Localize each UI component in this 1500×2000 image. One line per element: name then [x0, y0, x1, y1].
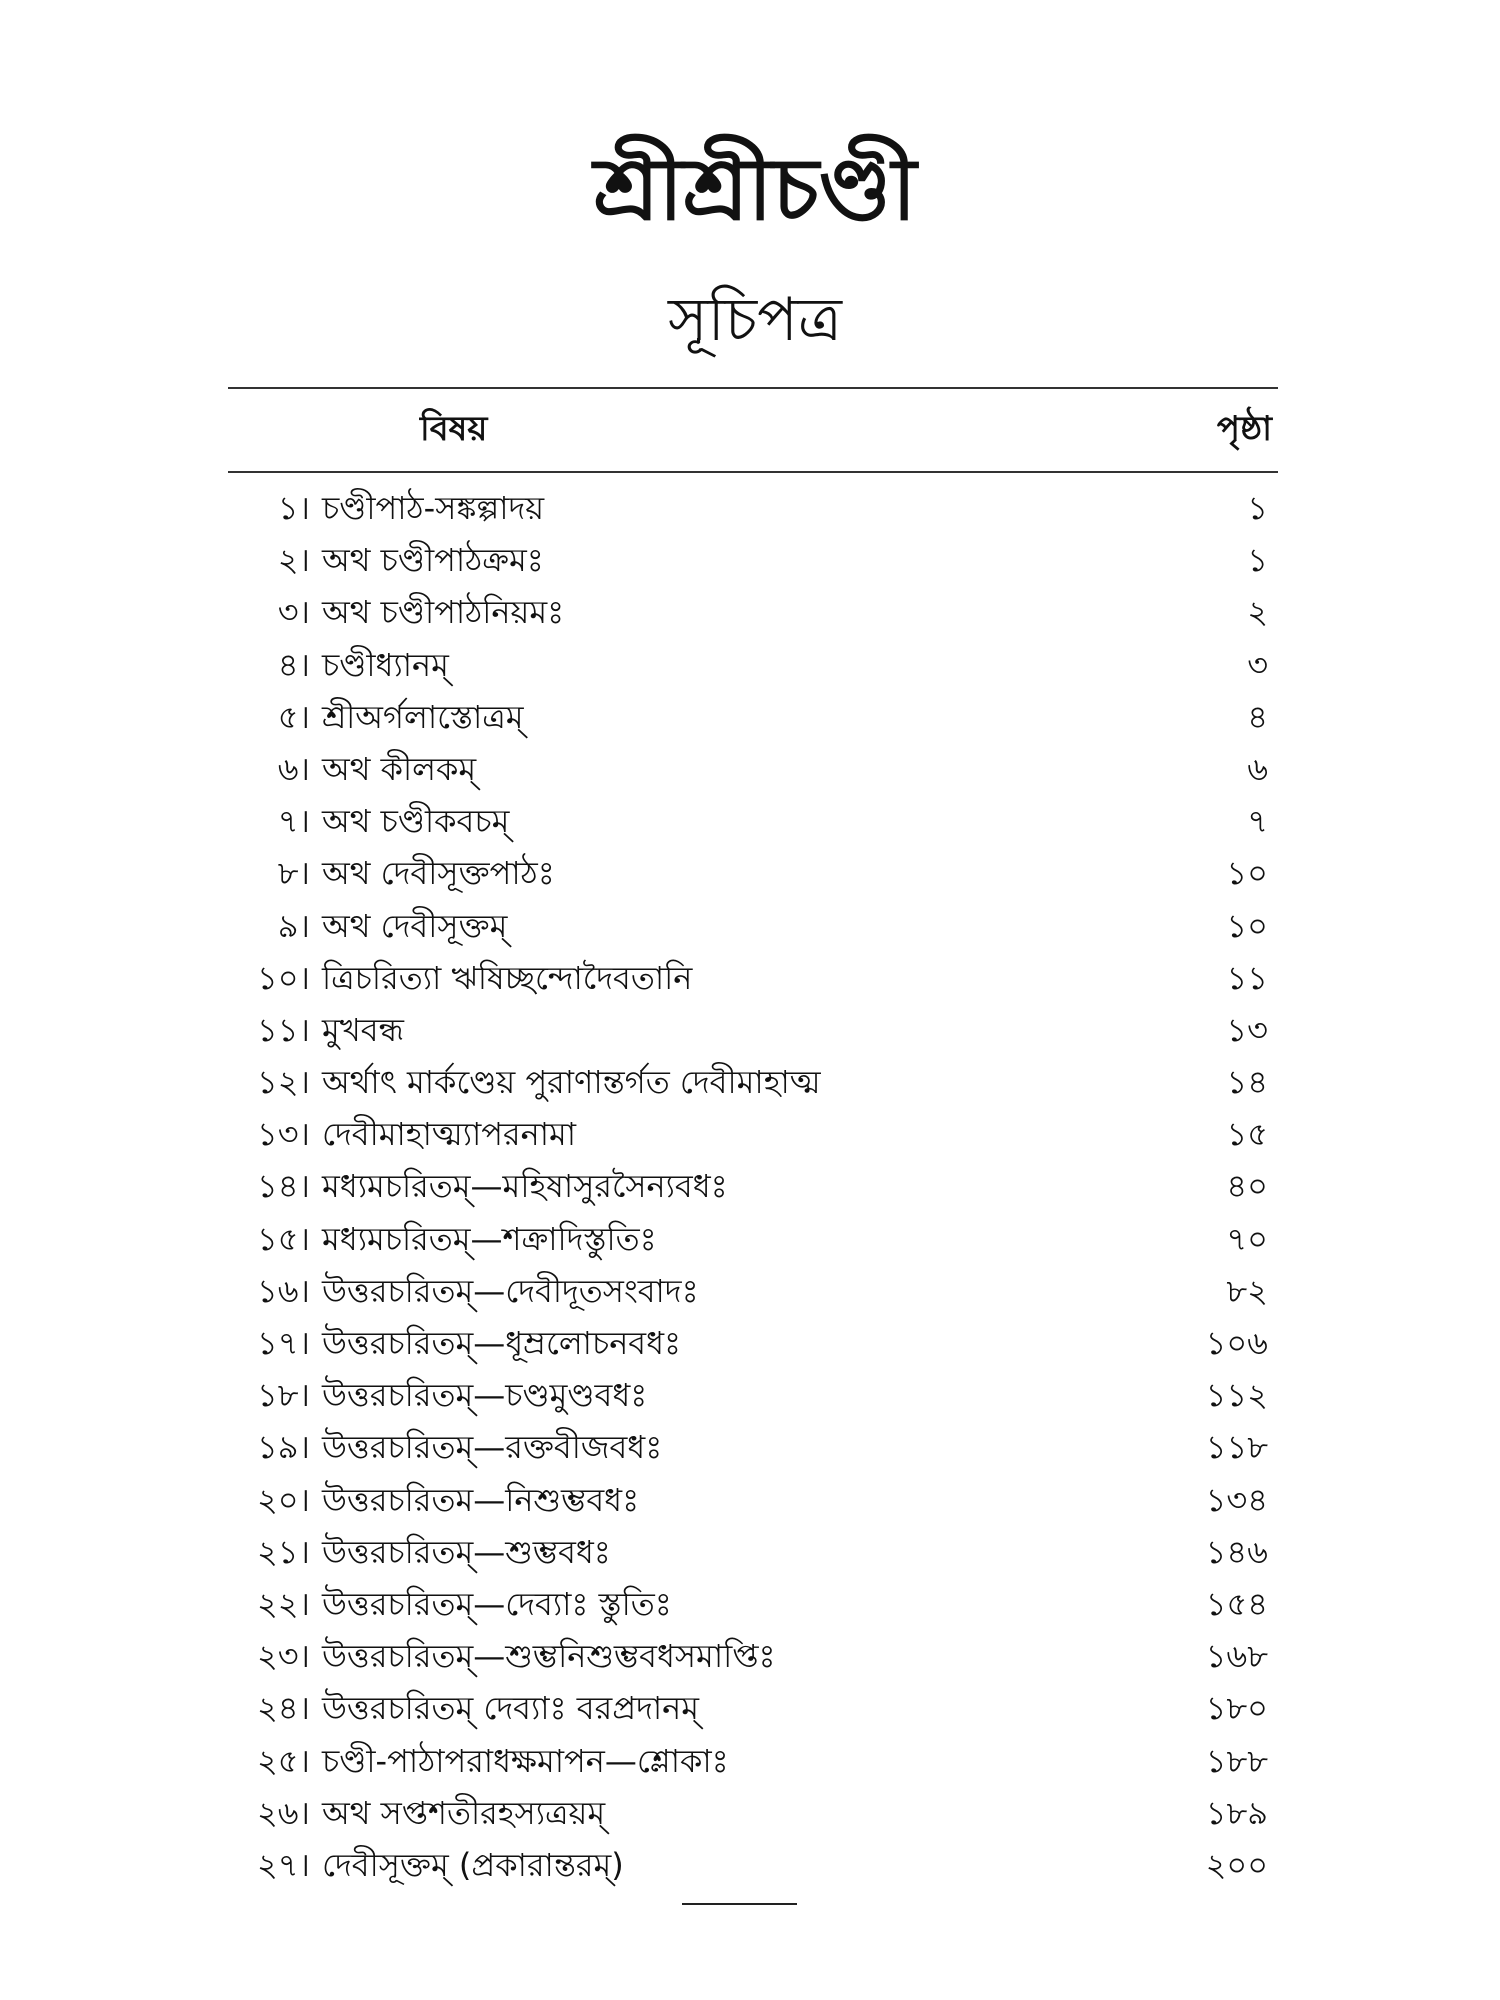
entry-page-number: ৭০ — [1226, 1219, 1268, 1258]
list-item — [0, 1578, 1500, 1630]
entry-number: ১২। — [256, 1063, 310, 1102]
entry-page-number: ১৪৬ — [1205, 1532, 1268, 1571]
list-item — [0, 482, 1500, 534]
contents-list — [0, 482, 1500, 1891]
entry-page-number: ১৩ — [1226, 1010, 1268, 1049]
entry-number: ১৬। — [256, 1271, 310, 1310]
list-item — [0, 1004, 1500, 1056]
entry-number: ১৭। — [256, 1324, 310, 1362]
entry-title: দেবীসূক্তম্ (প্রকারান্তরম্) — [322, 1845, 624, 1884]
header-divider — [228, 471, 1278, 473]
entry-page-number: ১৮৮ — [1205, 1741, 1268, 1780]
end-rule — [682, 1903, 797, 1905]
entry-title: মধ্যমচরিতম্—মহিষাসুরসৈন্যবধঃ — [322, 1167, 728, 1206]
list-item — [0, 1317, 1500, 1369]
entry-page-number: ৮২ — [1226, 1271, 1268, 1310]
entry-page-number: ১০ — [1226, 906, 1268, 945]
entry-page-number: ১৩৪ — [1205, 1480, 1268, 1519]
entry-title: উত্তরচরিতম্—দেবীদূতসংবাদঃ — [322, 1271, 699, 1310]
list-item — [0, 1526, 1500, 1578]
list-item — [0, 639, 1500, 691]
list-item — [0, 1108, 1500, 1160]
entry-page-number: ১০৬ — [1205, 1324, 1268, 1362]
top-divider — [228, 387, 1278, 389]
entry-number: ৫। — [277, 697, 310, 736]
entry-page-number: ১৮০ — [1205, 1689, 1268, 1728]
entry-title: অথ চণ্ডীপাঠনিয়মঃ — [322, 593, 565, 632]
entry-page-number: ১১৮ — [1205, 1428, 1268, 1467]
list-item — [0, 1056, 1500, 1108]
list-item — [0, 586, 1500, 638]
list-item — [0, 1369, 1500, 1421]
entry-title: চণ্ডী-পাঠাপরাধক্ষমাপন—শ্লোকাঃ — [322, 1741, 729, 1780]
list-item — [0, 1787, 1500, 1839]
entry-title: অথ সপ্তশতীরহস্যত্রয়ম্ — [322, 1793, 606, 1832]
entry-number: ২৫। — [256, 1741, 310, 1780]
entry-page-number: ১১২ — [1205, 1376, 1268, 1415]
entry-page-number: ১৬৮ — [1205, 1637, 1268, 1676]
entry-title: মধ্যমচরিতম্—শক্রাদিস্তুতিঃ — [322, 1219, 657, 1258]
entry-title: ত্রিচরিত্যা ঋষিচ্ছন্দোদৈবতানি — [322, 958, 693, 997]
list-item — [0, 952, 1500, 1004]
list-item — [0, 1160, 1500, 1212]
entry-title: উত্তরচরিতম্—ধূম্রলোচনবধঃ — [322, 1324, 682, 1362]
entry-title: উত্তরচরিতম্ দেব্যাঃ বরপ্রদানম্ — [322, 1689, 700, 1728]
list-item — [0, 1421, 1500, 1473]
list-item — [0, 1682, 1500, 1734]
entry-page-number: ১ — [1247, 541, 1268, 580]
entry-title: অর্থাৎ মার্কণ্ডেয় পুরাণান্তর্গত দেবীমাহাত্ম — [322, 1063, 821, 1102]
list-item — [0, 743, 1500, 795]
entry-page-number: ১৮৯ — [1205, 1793, 1268, 1832]
entry-number: ১৯। — [257, 1428, 310, 1467]
entry-page-number: ৬ — [1247, 749, 1268, 788]
entry-number: ২। — [277, 541, 310, 580]
entry-title: অথ চণ্ডীকবচম্ — [322, 802, 510, 841]
book-title: শ্রীশ্রীচণ্ডী — [593, 140, 917, 240]
entry-page-number: ২ — [1247, 593, 1268, 632]
entry-page-number: ১৪ — [1226, 1063, 1268, 1102]
entry-number: ২২। — [256, 1584, 310, 1623]
entry-title: শ্রীঅর্গলাস্তোত্রম্ — [322, 697, 524, 736]
list-item — [0, 534, 1500, 586]
column-header-page: পৃষ্ঠা — [1216, 409, 1272, 449]
entry-number: ১৫। — [257, 1219, 310, 1258]
list-item — [0, 847, 1500, 899]
list-item — [0, 1265, 1500, 1317]
entry-number: ১১। — [257, 1010, 310, 1049]
entry-page-number: ৩ — [1247, 645, 1268, 684]
entry-title: অথ দেবীসূক্তম্ — [322, 906, 508, 945]
entry-number: ৩। — [277, 593, 310, 632]
entry-number: ১৪। — [257, 1167, 310, 1206]
entry-page-number: ১৫ — [1226, 1115, 1268, 1154]
entry-number: ৭। — [277, 802, 310, 841]
entry-title: দেবীমাহাত্ম্যাপরনামা — [322, 1115, 577, 1154]
entry-number: ১০। — [256, 958, 310, 997]
entry-page-number: ১০ — [1226, 854, 1268, 893]
list-item — [0, 1630, 1500, 1682]
entry-title: চণ্ডীপাঠ-সঙ্কল্পাদয় — [322, 489, 545, 527]
list-item — [0, 691, 1500, 743]
contents-heading: সূচিপত্র — [668, 285, 842, 355]
entry-page-number: ১ — [1247, 489, 1268, 527]
entry-number: ৯। — [277, 906, 310, 945]
entry-title: চণ্ডীধ্যানম্ — [322, 645, 449, 684]
entry-number: ৮। — [277, 854, 310, 893]
list-item — [0, 795, 1500, 847]
entry-title: অথ দেবীসূক্তপাঠঃ — [322, 854, 555, 893]
entry-number: ১৩। — [256, 1115, 310, 1154]
entry-title: উত্তরচরিতম্—শুম্ভনিশুম্ভবধসমাপ্তিঃ — [322, 1637, 776, 1676]
entry-title: অথ কীলকম্ — [322, 749, 477, 788]
entry-page-number: ২০০ — [1205, 1845, 1268, 1884]
list-item — [0, 1474, 1500, 1526]
list-item — [0, 1213, 1500, 1265]
entry-title: উত্তরচরিতম্—শুম্ভবধঃ — [322, 1532, 611, 1571]
entry-number: ২৪। — [256, 1689, 310, 1728]
entry-title: উত্তরচরিতম্—চণ্ডমুণ্ডবধঃ — [322, 1376, 648, 1415]
entry-title: উত্তরচরিতম্—রক্তবীজবধঃ — [322, 1428, 663, 1467]
entry-title: উত্তরচরিতম—নিশুম্ভবধঃ — [322, 1480, 640, 1519]
entry-page-number: ১৫৪ — [1205, 1584, 1268, 1623]
entry-page-number: ৪ — [1247, 697, 1268, 736]
entry-number: ১। — [277, 489, 310, 527]
entry-title: মুখবন্ধ — [322, 1010, 404, 1049]
entry-number: ২১। — [256, 1532, 310, 1571]
entry-title: উত্তরচরিতম্—দেব্যাঃ স্তুতিঃ — [322, 1584, 672, 1623]
entry-number: ২৭। — [256, 1845, 310, 1884]
entry-number: ২৬। — [256, 1793, 310, 1832]
entry-page-number: ৪০ — [1226, 1167, 1268, 1206]
entry-title: অথ চণ্ডীপাঠক্রমঃ — [322, 541, 544, 580]
entry-number: ১৮। — [257, 1376, 310, 1415]
column-header-subject: বিষয় — [420, 409, 488, 449]
list-item — [0, 900, 1500, 952]
entry-number: ৬। — [277, 749, 310, 788]
list-item — [0, 1839, 1500, 1891]
entry-number: ২৩। — [256, 1637, 310, 1676]
entry-number: ২০। — [256, 1480, 310, 1519]
entry-page-number: ৭ — [1247, 802, 1268, 841]
entry-page-number: ১১ — [1226, 958, 1268, 997]
list-item — [0, 1735, 1500, 1787]
entry-number: ৪। — [277, 645, 310, 684]
